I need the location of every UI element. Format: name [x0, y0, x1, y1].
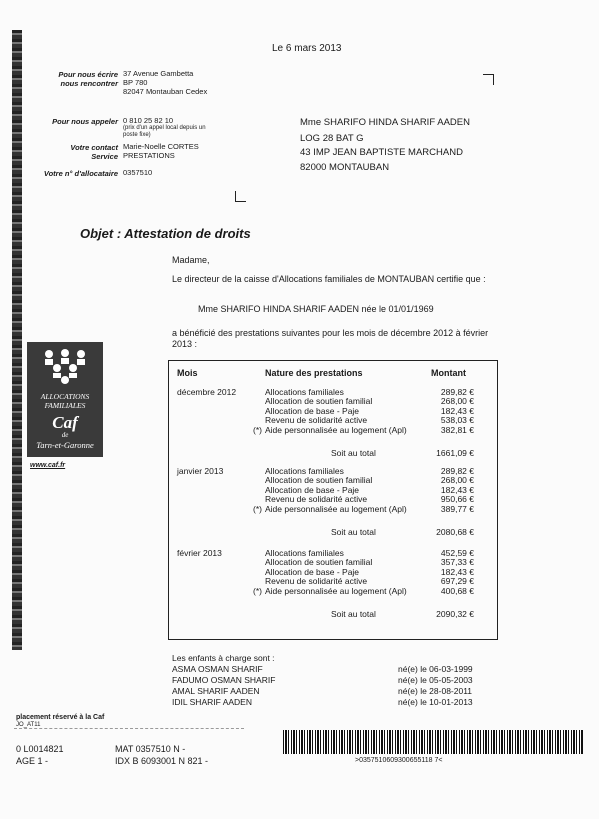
ref-2: AGE 1 - — [16, 756, 49, 766]
contact-name: Marie-Noelle CORTES — [123, 142, 199, 151]
benefit-amount: 400,68 € — [440, 585, 474, 596]
header-montant: Montant — [431, 368, 466, 378]
benefit-label: Allocations familiales — [265, 548, 344, 558]
sender-address-1: 37 Avenue Gambetta — [123, 69, 194, 78]
child-name: FADUMO OSMAN SHARIF — [172, 675, 276, 685]
child-birthdate: né(e) le 28-08-2011 — [398, 686, 473, 696]
letter-subject: Objet : Attestation de droits — [80, 226, 251, 241]
benefit-label: Allocation de soutien familial — [265, 475, 373, 486]
mat-ref: MAT 0357510 N - — [115, 744, 186, 754]
meet-label: nous rencontrer — [60, 79, 118, 88]
benefit-amount: 357,33 € — [440, 557, 474, 568]
benefit-amount: 268,00 € — [440, 396, 474, 407]
child-birthdate: né(e) le 10-01-2013 — [398, 697, 473, 707]
benefits-table — [168, 360, 498, 640]
total-amount: 2080,68 € — [436, 527, 474, 537]
benefit-label: Allocation de base - Paje — [265, 566, 360, 577]
total-label: Soit au total — [331, 609, 376, 619]
recipient-line-1: Mme SHARIFO HINDA SHARIF AADEN — [300, 117, 470, 128]
recipient-line-3: 43 IMP JEAN BAPTISTE MARCHAND — [300, 147, 463, 158]
benefit-amount: 268,00 € — [440, 475, 474, 486]
footnote-mark: (*) — [253, 424, 262, 435]
month-label: février 2013 — [177, 548, 222, 558]
footnote-mark: (*) — [253, 585, 262, 596]
benefit-amount: 538,03 € — [440, 415, 474, 426]
logo-line-2: FAMILIALES — [44, 401, 86, 410]
benefit-amount: 697,29 € — [440, 576, 474, 587]
letter-date: Le 6 mars 2013 — [272, 43, 342, 54]
barcode — [283, 730, 583, 754]
service-name: PRESTATIONS — [123, 151, 175, 160]
logo-line-1: ALLOCATIONS — [40, 392, 90, 401]
month-label: décembre 2012 — [177, 387, 237, 397]
benefit-amount: 182,43 € — [440, 566, 474, 577]
child-name: AMAL SHARIF AADEN — [172, 686, 260, 696]
benefit-amount: 182,43 € — [440, 484, 474, 495]
benefit-label: Revenu de solidarité active — [265, 576, 368, 587]
sender-address-2: BP 780 — [123, 78, 148, 87]
sender-address-3: 82047 Montauban Cedex — [123, 87, 208, 96]
benefit-label: Allocation de base - Paje — [265, 484, 360, 495]
logo-region: Tarn-et-Garonne — [36, 440, 94, 450]
benefit-label: Revenu de solidarité active — [265, 415, 368, 426]
caf-logo — [27, 342, 103, 457]
family-figures-icon — [41, 348, 89, 388]
intro-paragraph: Le directeur de la caisse d'Allocations familiales de MONTAUBAN certifie que : — [172, 274, 486, 284]
benefit-label: Allocation de base - Paje — [265, 405, 360, 416]
logo-caf: Caf — [52, 413, 78, 432]
write-label: Pour nous écrire — [58, 70, 118, 79]
total-label: Soit au total — [331, 527, 376, 537]
idx-ref: IDX B 6093001 N 821 - — [115, 756, 209, 766]
call-label: Pour nous appeler — [52, 117, 118, 126]
beneficiary-line: Mme SHARIFO HINDA SHARIF AADEN née le 01/01/1969 — [198, 304, 434, 314]
window-corner-bottom-left — [235, 191, 246, 202]
form-code: JO_AT11 — [16, 722, 41, 728]
child-name: IDIL SHARIF AADEN — [172, 697, 252, 707]
header-mois: Mois — [177, 368, 198, 378]
benefit-amount: 289,82 € — [440, 387, 474, 397]
benefit-amount: 950,66 € — [440, 494, 474, 505]
ref-1: 0 L0014821 — [16, 744, 64, 754]
footnote-mark: (*) — [253, 503, 262, 514]
month-label: janvier 2013 — [177, 466, 224, 476]
benefit-label: Aide personnalisée au logement (Apl) — [265, 503, 407, 514]
total-amount: 2090,32 € — [436, 609, 474, 619]
total-amount: 1661,09 € — [436, 448, 474, 458]
child-birthdate: né(e) le 05-05-2003 — [398, 675, 473, 685]
benefit-amount: 382,81 € — [440, 424, 474, 435]
benefit-label: Allocation de soutien familial — [265, 396, 373, 407]
recipient-line-4: 82000 MONTAUBAN — [300, 162, 390, 173]
salutation: Madame, — [172, 255, 210, 265]
barcode-text: >0357510609300655118 7< — [355, 757, 443, 764]
logo-de: de — [61, 431, 69, 439]
benefit-amount: 289,82 € — [440, 466, 474, 476]
benefit-label: Allocations familiales — [265, 466, 344, 476]
benefit-label: Allocations familiales — [265, 387, 344, 397]
child-birthdate: né(e) le 06-03-1999 — [398, 664, 473, 674]
benefit-label: Allocation de soutien familial — [265, 557, 373, 568]
window-corner-top-right — [483, 74, 494, 85]
recipient-line-2: LOG 28 BAT G — [300, 133, 364, 144]
phone-note-2: poste fixe) — [123, 132, 151, 138]
reserved-area-label: placement réservé à la Caf — [16, 714, 105, 721]
child-name: ASMA OSMAN SHARIF — [172, 664, 263, 674]
phone-number: 0 810 25 82 10 — [123, 116, 174, 125]
separator — [14, 728, 244, 729]
benefit-label: Aide personnalisée au logement (Apl) — [265, 424, 407, 435]
website-link[interactable]: www.caf.fr — [30, 462, 66, 469]
children-title: Les enfants à charge sont : — [172, 653, 275, 663]
phone-note-1: (prix d'un appel local depuis un — [123, 125, 206, 131]
alloc-label: Votre n° d'allocataire — [43, 169, 118, 178]
benefit-amount: 182,43 € — [440, 405, 474, 416]
alloc-number: 0357510 — [123, 168, 153, 177]
benefit-amount: 389,77 € — [440, 503, 474, 514]
service-label: Service — [91, 152, 118, 161]
total-label: Soit au total — [331, 448, 376, 458]
benefit-amount: 452,59 € — [440, 548, 474, 558]
benefit-label: Revenu de solidarité active — [265, 494, 368, 505]
contact-label: Votre contact — [70, 143, 118, 152]
benefits-intro: a bénéficié des prestations suivantes pour les mois de décembre 2012 à février 2013 : — [172, 328, 489, 349]
benefit-label: Aide personnalisée au logement (Apl) — [265, 585, 407, 596]
header-nature: Nature des prestations — [265, 368, 363, 378]
